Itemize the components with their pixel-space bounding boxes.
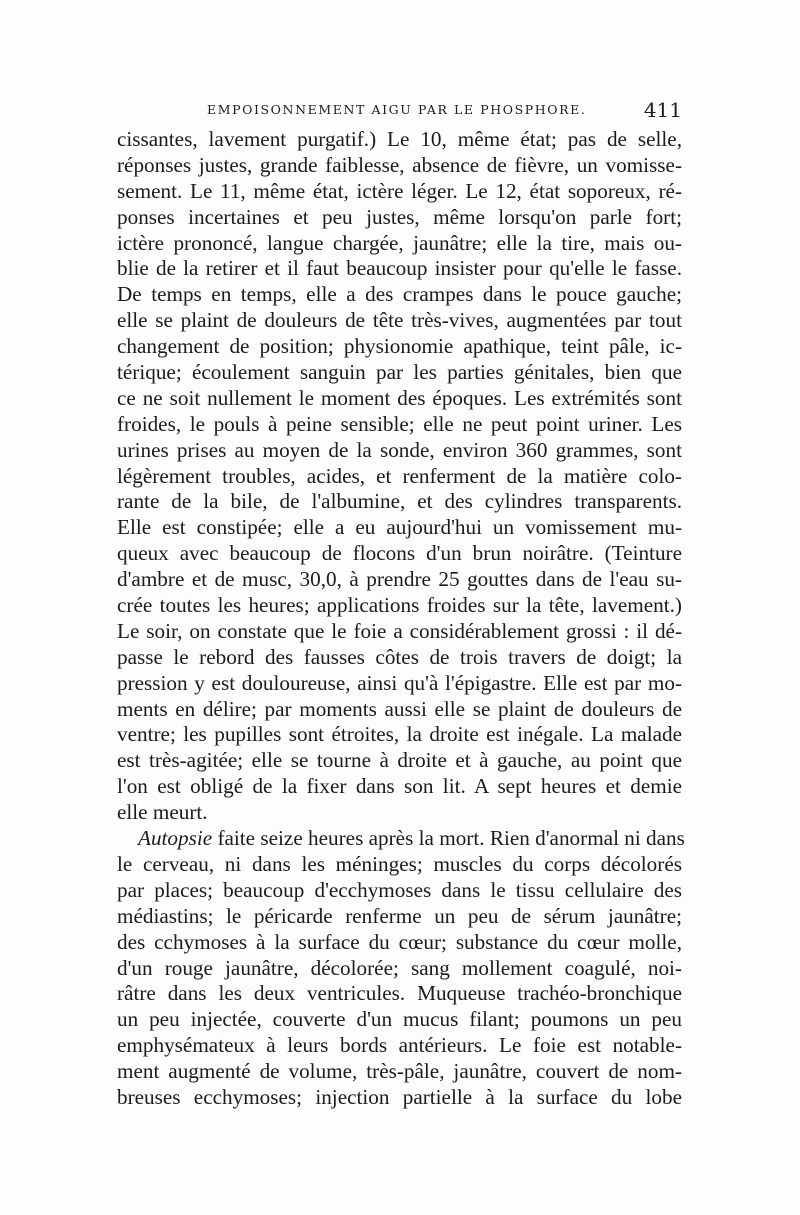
text-line: elle se plaint de douleurs de tête très-vives, augmentées par tout (117, 308, 682, 333)
text-line: réponses justes, grande faiblesse, absence de fièvre, un vomisse- (117, 152, 682, 177)
running-head (117, 98, 682, 122)
text-line: queux avec beaucoup de flocons d'un brun noirâtre. (Teinture (117, 541, 682, 566)
text-line: Elle est constipée; elle a eu aujourd'hui un vomissement mu- (117, 515, 682, 540)
running-head-title: EMPOISONNEMENT AIGU PAR LE PHOSPHORE. (207, 102, 587, 117)
text-line: ventre; les pupilles sont étroites, la droite est inégale. La malade (117, 722, 682, 747)
text-line: par places; beaucoup d'ecchymoses dans le tissu cellulaire des (117, 877, 682, 902)
text-line: De temps en temps, elle a des crampes dans le pouce gauche; (117, 282, 682, 307)
text-line: pression y est douloureuse, ainsi qu'à l'épigastre. Elle est par mo- (117, 670, 682, 695)
text-line: térique; écoulement sanguin par les parties génitales, bien que (117, 360, 682, 385)
autopsy-first-line-text: faite seize heures après la mort. Rien d'anormal ni dans (212, 826, 685, 851)
text-line: rante de la bile, de l'albumine, et des cylindres transparents. (117, 489, 682, 514)
text-line: emphysémateux à leurs bords antérieurs. Le foie est notable- (117, 1033, 682, 1058)
autopsy-first-line (117, 826, 685, 852)
text-line: ce ne soit nullement le moment des époques. Les extrémités sont (117, 385, 682, 410)
text-line: est très-agitée; elle se tourne à droite et à gauche, au point que (117, 748, 682, 773)
text-line: d'un rouge jaunâtre, décolorée; sang mollement coagulé, noi- (117, 955, 682, 980)
text-line: passe le rebord des fausses côtes de trois travers de doigt; la (117, 644, 682, 669)
text-line: râtre dans les deux ventricules. Muqueuse trachéo-bronchique (117, 981, 682, 1006)
text-line: ponses incertaines et peu justes, même lorsqu'on parle fort; (117, 204, 682, 229)
text-line: cissantes, lavement purgatif.) Le 10, même état; pas de selle, (117, 127, 682, 151)
text-line: froides, le pouls à peine sensible; elle ne peut point uriner. Les (117, 411, 682, 436)
text-line: crée toutes les heures; applications froides sur la tête, lavement.) (117, 593, 682, 618)
text-line: le cerveau, ni dans les méninges; muscles du corps décolorés (117, 851, 682, 876)
text-line: ment augmenté de volume, très-pâle, jaunâtre, couvert de nom- (117, 1059, 682, 1084)
text-line: ictère prononcé, langue chargée, jaunâtre; elle la tire, mais ou- (117, 230, 682, 255)
text-line: blie de la retirer et il faut beaucoup insister pour qu'elle le fasse. (117, 256, 682, 281)
body-text (117, 127, 685, 1111)
text-line: légèrement troubles, acides, et renferment de la matière colo- (117, 463, 682, 488)
text-line: d'ambre et de musc, 30,0, à prendre 25 gouttes dans de l'eau su- (117, 567, 682, 592)
text-line: des cchymoses à la surface du cœur; substance du cœur molle, (117, 929, 682, 954)
text-line: changement de position; physionomie apathique, teint pâle, ic- (117, 334, 682, 359)
text-line: Le soir, on constate que le foie a considérablement grossi : il dé- (117, 618, 682, 643)
text-line: l'on est obligé de la fixer dans son lit. A sept heures et demie (117, 774, 682, 799)
autopsy-label: Autopsie (138, 826, 213, 851)
text-line: un peu injectée, couverte d'un mucus filant; poumons un peu (117, 1007, 682, 1032)
text-line: breuses ecchymoses; injection partielle à la surface du lobe (117, 1084, 682, 1109)
text-line: ments en délire; par moments aussi elle se plaint de douleurs de (117, 696, 682, 721)
text-line: sement. Le 11, même état, ictère léger. Le 12, état soporeux, ré- (117, 178, 682, 203)
text-line: urines prises au moyen de la sonde, environ 360 grammes, sont (117, 437, 682, 462)
page-number: 411 (643, 98, 682, 122)
text-line: elle meurt. (117, 800, 208, 825)
text-line: médiastins; le péricarde renferme un peu de sérum jaunâtre; (117, 903, 682, 928)
